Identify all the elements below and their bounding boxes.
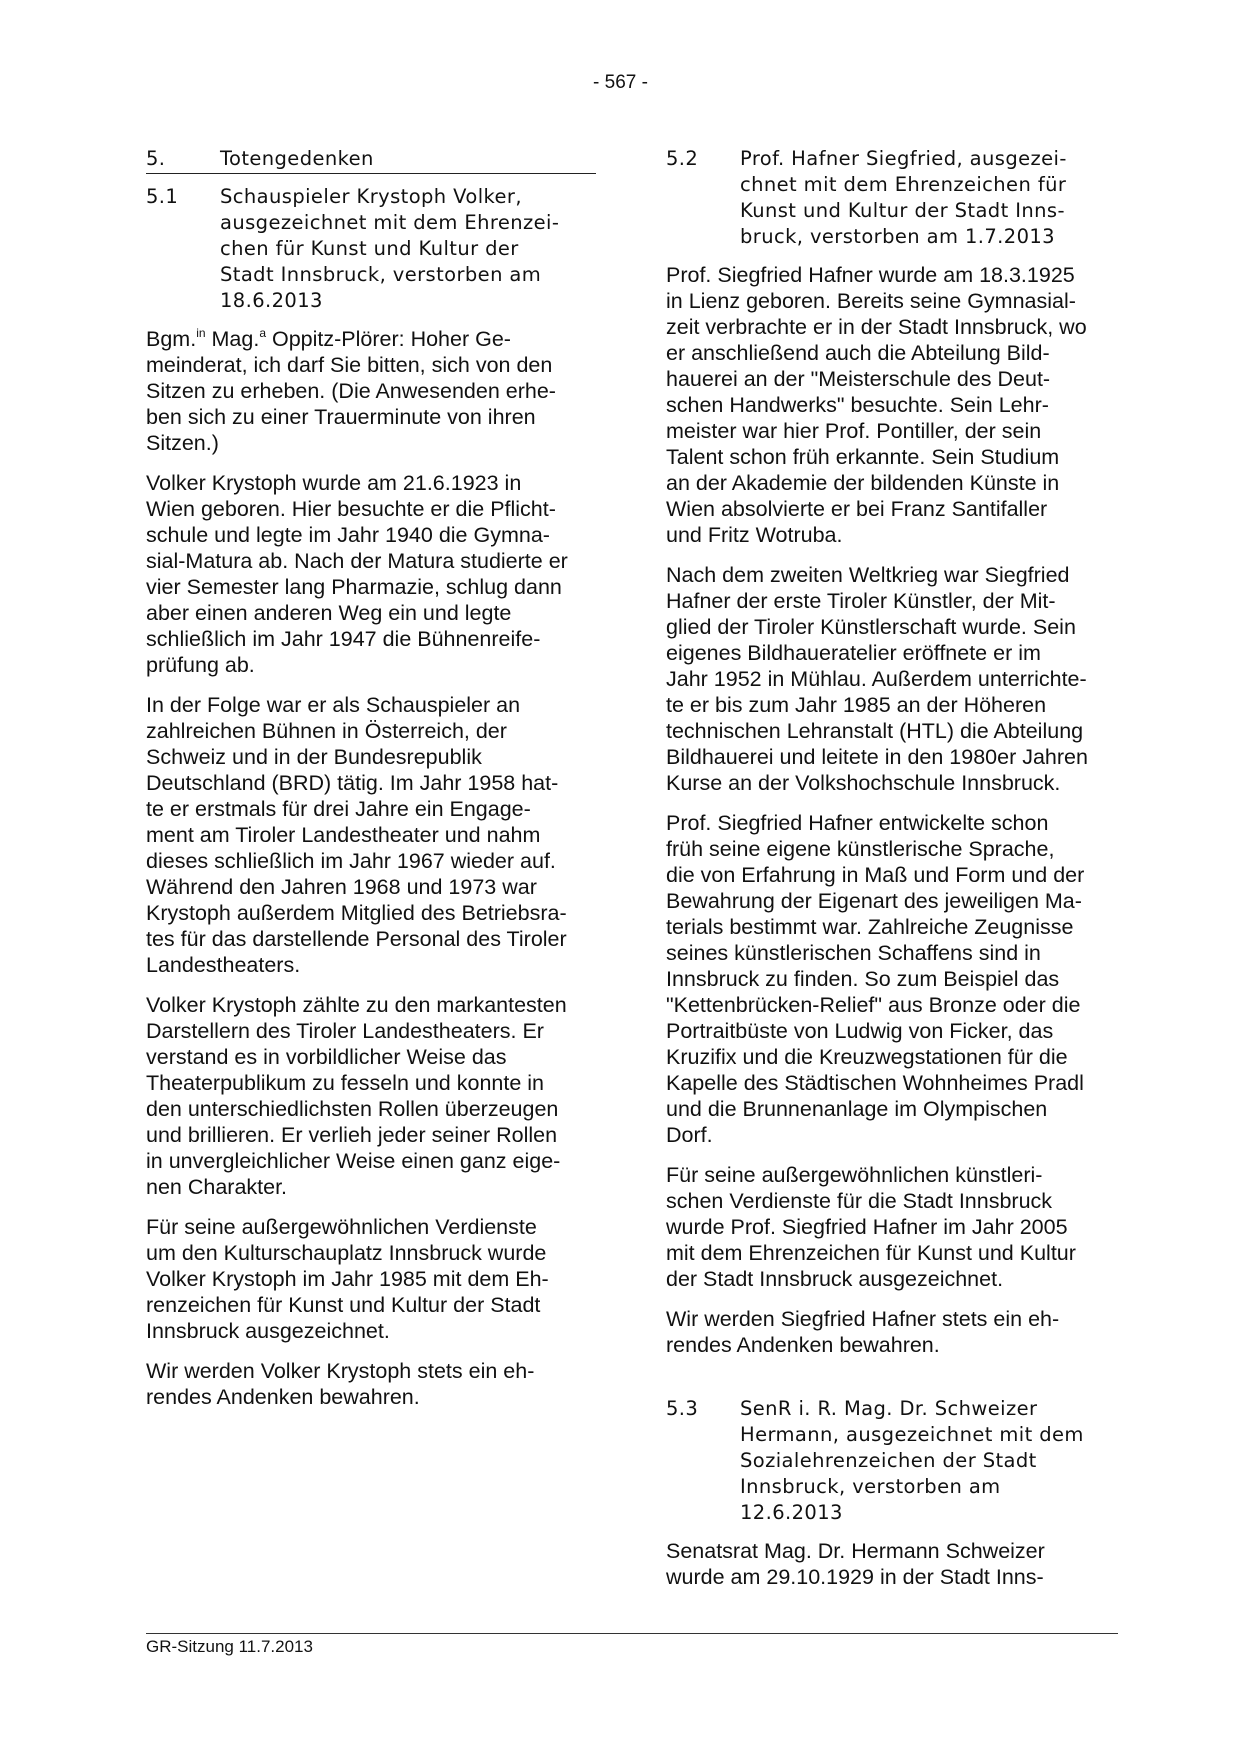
page-number: - 567 - <box>593 72 648 93</box>
speaker-sup-in: in <box>196 326 206 340</box>
paragraph: In der Folge war er als Schauspieler an zahlreichen Bühnen in Österreich, der Schweiz und in der Bundesrepublik Deutschland (BRD) tätig. Im Jahr 1958 hat- te er erstmals für drei Jahre ein Engage- ment am Tiroler Landestheater und nahm dieses schließlich im Jahr 1967 wieder auf. Während den Jahren 1968 und 1973 war Krystoph außerdem Mitglied des Betriebsra- tes für das darstellende Personal des Tiroler Landestheaters. <box>146 693 567 977</box>
subsection-title: Schauspieler Krystoph Volker, ausgezeichnet mit dem Ehrenzei- chen für Kunst und Kultur der Stadt Innsbruck, verstorben am 18.6.2013 <box>220 185 560 312</box>
footer-rule <box>146 1633 1118 1634</box>
paragraph: Volker Krystoph zählte zu den markantesten Darstellern des Tiroler Landestheaters. Er verstand es in vorbildlicher Weise das Theaterpublikum zu fesseln und konnte in den unterschiedlichsten Rollen überzeugen und brillieren. Er verlieh jeder seiner Rollen in unvergleichlicher Weise einen ganz eige- nen Charakter. <box>146 993 567 1199</box>
paragraph: Wir werden Volker Krystoph stets ein eh- rendes Andenken bewahren. <box>146 1359 535 1409</box>
paragraph: Nach dem zweiten Weltkrieg war Siegfried Hafner der erste Tiroler Künstler, der Mit- glied der Tiroler Künstlerschaft wurde. Sein eigenes Bildhaueratelier eröffnete er im Jahr 1952 in Mühlau. Außerdem unterrichte- te er bis zum Jahr 1985 an der Höheren technischen Lehranstalt (HTL) die Abteilung Bildhauerei und leitete in den 1980er Jahren Kurse an der Volkshochschule Innsbruck. <box>666 563 1088 795</box>
subsection-number: 5.3 <box>666 1397 699 1420</box>
speaker-text: Oppitz-Plörer: Hoher Ge- meinderat, ich darf Sie bitten, sich von den Sitzen zu erheben. (Die Anwesenden erhe- ben sich zu einer Trauerminute von ihren Sitzen.) <box>146 327 556 455</box>
paragraph: Für seine außergewöhnlichen künstleri- schen Verdienste für die Stadt Innsbruck wurde Prof. Siegfried Hafner im Jahr 2005 mit dem Ehrenzeichen für Kunst und Kultur der Stadt Innsbruck ausgezeichnet. <box>666 1163 1076 1291</box>
subsection-title: Prof. Hafner Siegfried, ausgezei- chnet mit dem Ehrenzeichen für Kunst und Kultur der Stadt Inns- bruck, verstorben am 1.7.2013 <box>740 147 1067 248</box>
speaker-paragraph <box>146 326 596 456</box>
subsection-title: SenR i. R. Mag. Dr. Schweizer Hermann, ausgezeichnet mit dem Sozialehrenzeichen der Stadt Innsbruck, verstorben am 12.6.2013 <box>740 1397 1084 1524</box>
left-column <box>146 146 596 1424</box>
subsection-number: 5.2 <box>666 147 699 170</box>
section-title: Totengedenken <box>220 147 374 170</box>
speaker-sup-a: a <box>259 326 266 340</box>
subsection-heading-5-1 <box>146 184 596 314</box>
speaker-mag: Mag. <box>205 327 260 351</box>
footer-text: GR-Sitzung 11.7.2013 <box>146 1637 313 1656</box>
paragraph: Prof. Siegfried Hafner wurde am 18.3.1925 in Lienz geboren. Bereits seine Gymnasial- zeit verbrachte er in der Stadt Innsbruck, wo er anschließend auch die Abteilung Bild- hauerei an der "Meisterschule des Deut- schen Handwerks" besuchte. Sein Lehr- meister war hier Prof. Pontiller, der sein Talent schon früh erkannte. Sein Studium an der Akademie der bildenden Künste in Wien absolvierte er bei Franz Santifaller und Fritz Wotruba. <box>666 263 1087 547</box>
paragraph: Volker Krystoph wurde am 21.6.1923 in Wien geboren. Hier besuchte er die Pflicht- schule und legte im Jahr 1940 die Gymna- sial-Matura ab. Nach der Matura studierte er vier Semester lang Pharmazie, schlug dann aber einen anderen Weg ein und legte schließlich im Jahr 1947 die Bühnenreife- prüfung ab. <box>146 471 568 677</box>
paragraph: Prof. Siegfried Hafner entwickelte schon früh seine eigene künstlerische Sprache, die von Erfahrung in Maß und Form und der Bewahrung der Eigenart des jeweiligen Ma- terials bestimmt war. Zahlreiche Zeugnisse seines künstlerischen Schaffens sind in Innsbruck zu finden. So zum Beispiel das "Kettenbrücken-Relief" aus Bronze oder die Portraitbüste von Ludwig von Ficker, das Kruzifix und die Kreuzwegstationen für die Kapelle des Städtischen Wohnheimes Pradl und die Brunnenanlage im Olympischen Dorf. <box>666 811 1085 1147</box>
paragraph: Wir werden Siegfried Hafner stets ein eh- rendes Andenken bewahren. <box>666 1307 1060 1357</box>
paragraph: Für seine außergewöhnlichen Verdienste um den Kulturschauplatz Innsbruck wurde Volker Krystoph im Jahr 1985 mit dem Eh- renzeichen für Kunst und Kultur der Stadt Innsbruck ausgezeichnet. <box>146 1215 549 1343</box>
speaker-bgm: Bgm. <box>146 327 197 351</box>
subsection-heading-5-3 <box>666 1396 1124 1526</box>
subsection-heading-5-2 <box>666 146 1124 250</box>
right-column <box>666 146 1124 1604</box>
section-number: 5. <box>146 147 166 170</box>
subsection-number: 5.1 <box>146 185 179 208</box>
section-heading <box>146 146 596 174</box>
paragraph: Senatsrat Mag. Dr. Hermann Schweizer wurde am 29.10.1929 in der Stadt Inns- <box>666 1539 1045 1589</box>
